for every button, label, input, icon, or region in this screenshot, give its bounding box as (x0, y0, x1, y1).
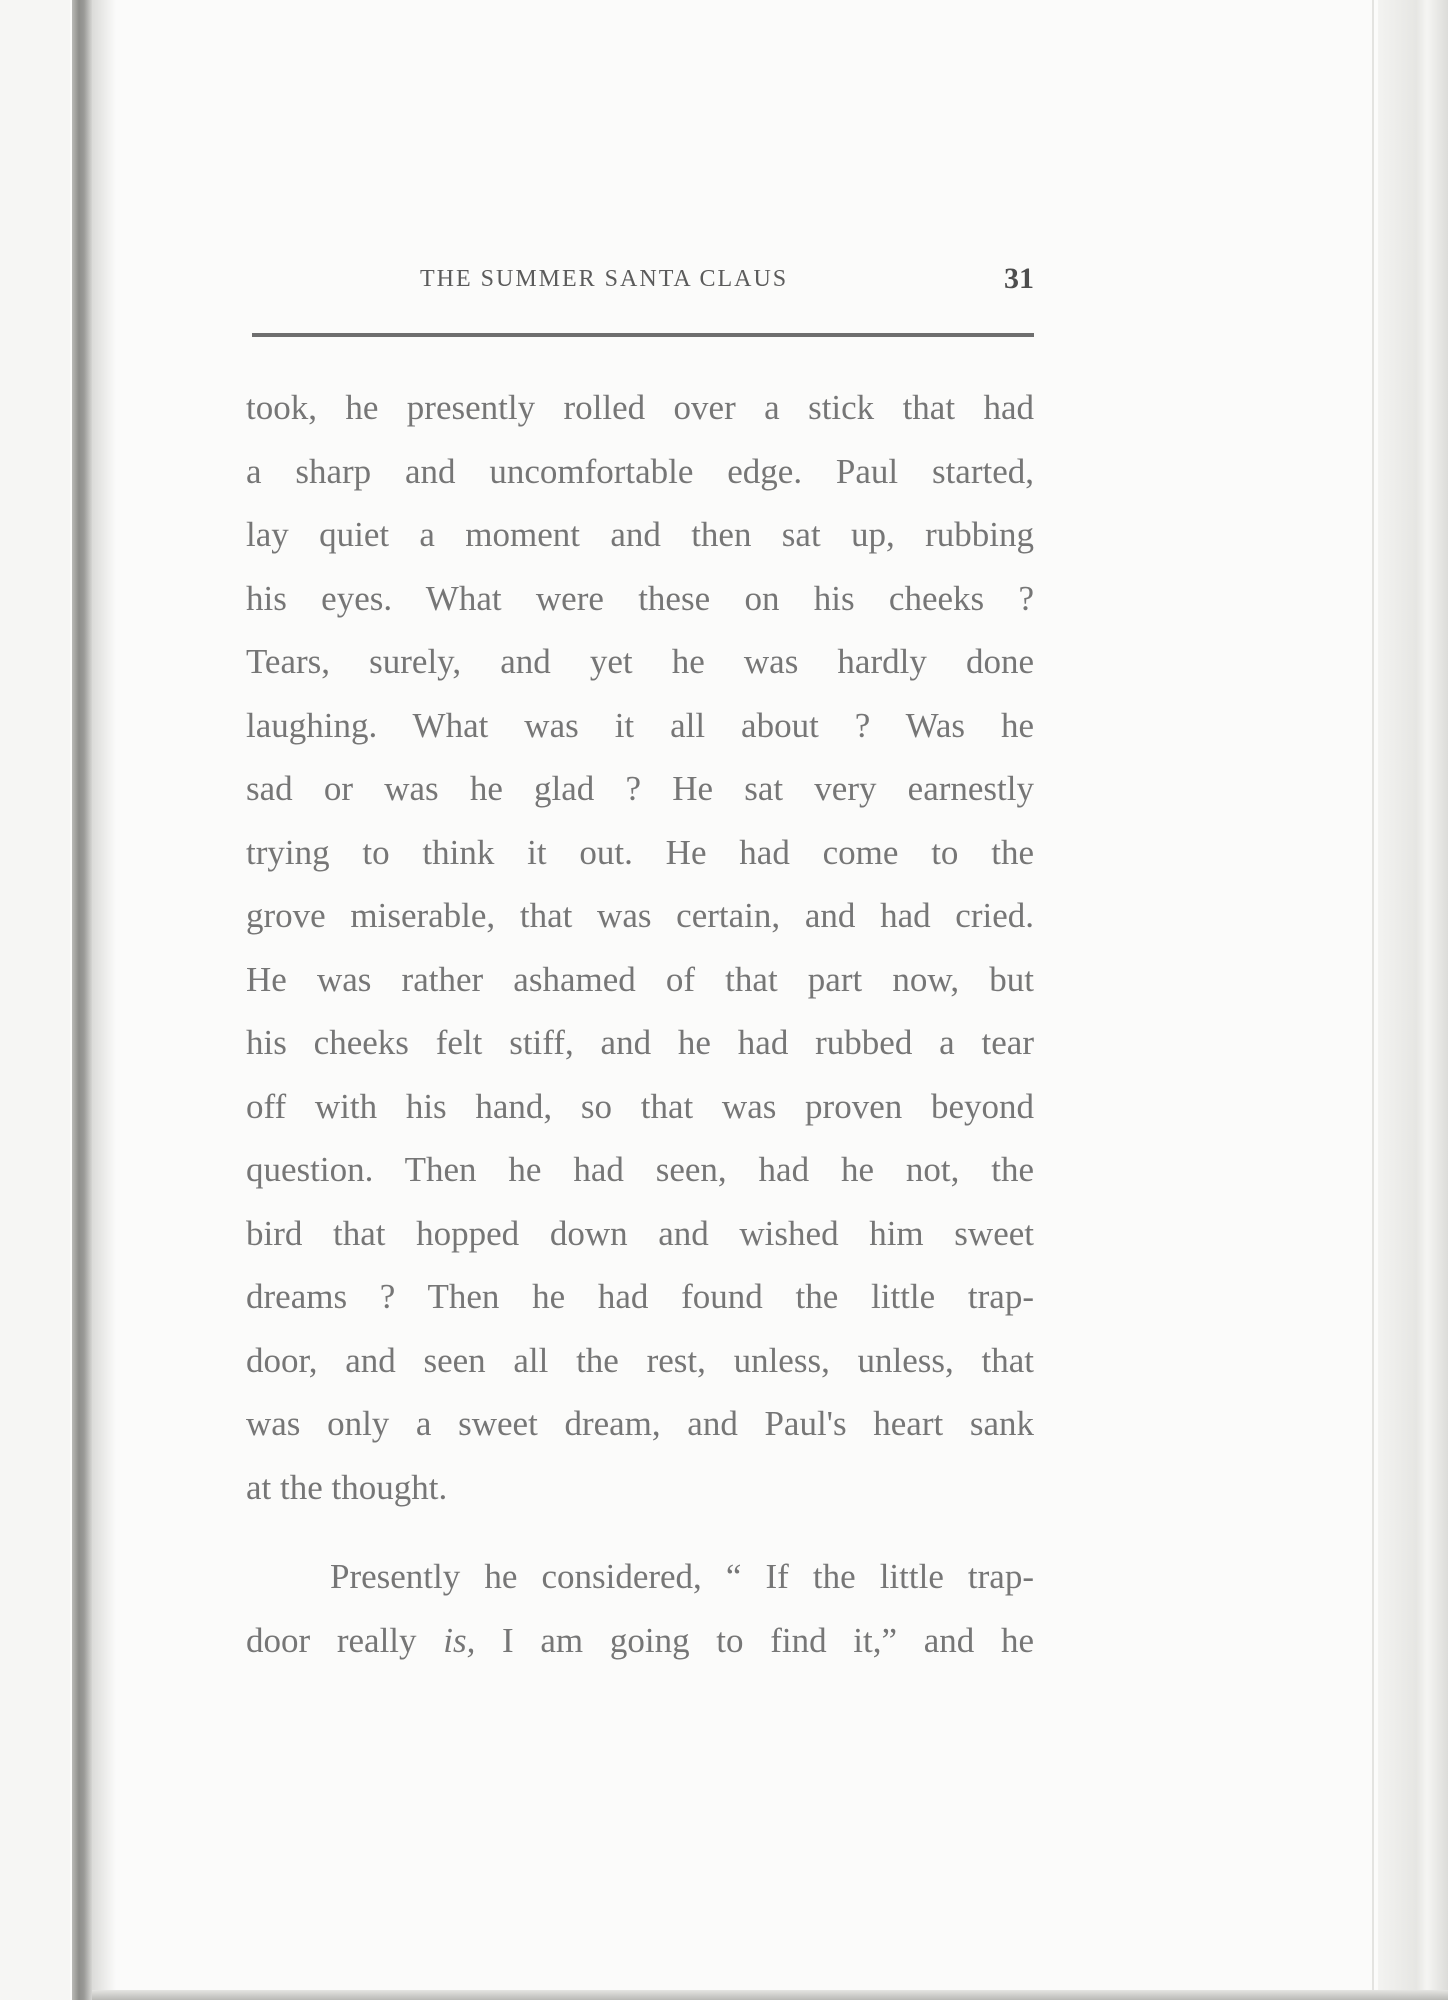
running-title: THE SUMMER SANTA CLAUS (420, 266, 789, 292)
text-line: Tears, surely, and yet he was hardly done (246, 642, 1034, 681)
text-line (246, 1609, 1034, 1673)
text-line: his eyes. What were these on his cheeks ? (246, 578, 1034, 618)
text-segment: door really (246, 1620, 444, 1660)
text-line: lay quiet a moment and then sat up, rubbing (246, 515, 1034, 554)
page-edge-line (1372, 0, 1374, 2000)
text-line: trying to think it out. He had come to the (246, 832, 1034, 872)
text-line: Presently he considered, “ If the little trap- (330, 1557, 1034, 1596)
text-line: was only a sweet dream, and Paul's heart sank (246, 1404, 1034, 1443)
text-line: grove miserable, that was certain, and had cried. (246, 896, 1034, 935)
text-line: at the thought. (246, 1467, 448, 1507)
bottom-page-edge (92, 1990, 1448, 2000)
gutter-shadow (92, 0, 116, 2000)
text-line: He was rather ashamed of that part now, but (246, 959, 1034, 999)
text-line: sad or was he glad ? He sat very earnestly (246, 769, 1034, 808)
text-line: his cheeks felt stiff, and he had rubbed a tear (246, 1023, 1034, 1062)
left-page-margin (0, 0, 70, 2000)
text-line: question. Then he had seen, had he not, the (246, 1150, 1034, 1189)
page-number: 31 (1004, 262, 1034, 295)
running-header (248, 262, 1034, 302)
text-line: laughing. What was it all about ? Was he (246, 705, 1034, 745)
text-line: took, he presently rolled over a stick that had (246, 388, 1034, 427)
text-line: dreams ? Then he had found the little trap- (246, 1277, 1034, 1316)
text-line: off with his hand, so that was proven beyond (246, 1086, 1034, 1126)
header-rule (252, 333, 1034, 337)
italic-word: is, (443, 1620, 476, 1660)
book-gutter (72, 0, 92, 2000)
right-page-edge (1378, 0, 1448, 2000)
text-line: bird that hopped down and wished him sweet (246, 1213, 1034, 1253)
body-text (246, 376, 1034, 1672)
paragraph-gap (246, 1519, 1034, 1545)
text-segment: I am going to find it,” and he (475, 1620, 1035, 1660)
text-line: door, and seen all the rest, unless, unless, that (246, 1340, 1034, 1380)
text-line: a sharp and uncomfortable edge. Paul started, (246, 451, 1034, 491)
